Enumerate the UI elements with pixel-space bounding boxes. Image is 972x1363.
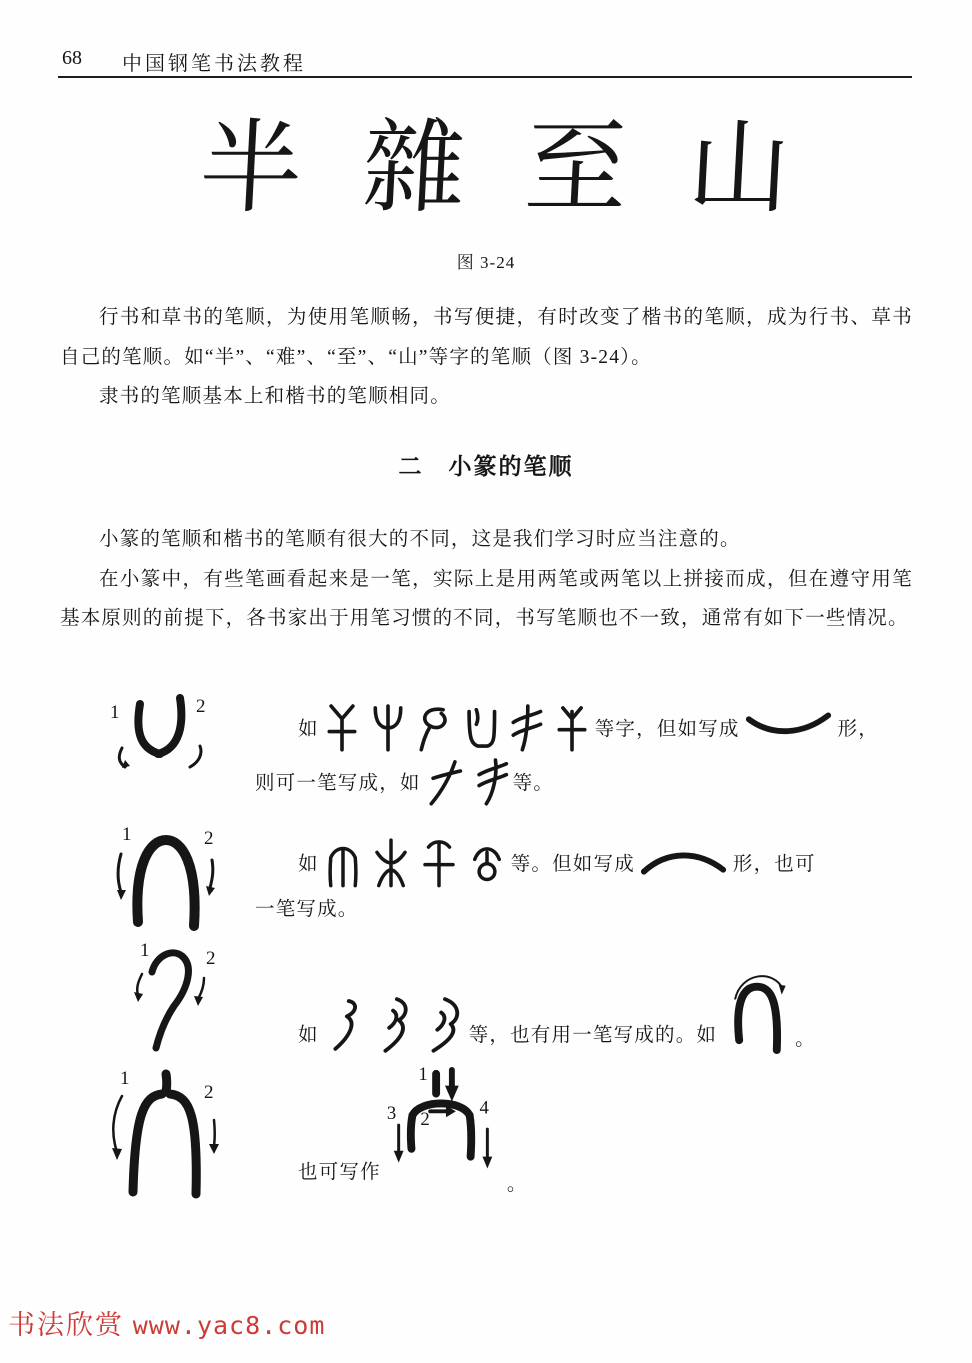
calligraphy-char-ban: 半 bbox=[197, 113, 305, 226]
concave-curve-shape bbox=[743, 711, 835, 743]
stroke-number-label: 1 bbox=[418, 1064, 429, 1085]
one-stroke-hook-result bbox=[720, 961, 792, 1055]
example-text: 如 bbox=[298, 1025, 319, 1046]
calligraphy-char-shan: 山 bbox=[685, 113, 793, 226]
seal-glyph-trident-bar bbox=[322, 699, 362, 755]
example-text: 形，也可 bbox=[732, 854, 816, 875]
paragraph-block-2 bbox=[60, 520, 913, 639]
watermark-site-name: 书法欣赏 bbox=[8, 1310, 124, 1340]
u-stroke-order-diagram bbox=[98, 692, 216, 784]
example-text: 一笔写成。 bbox=[255, 899, 359, 920]
example-row-4-line bbox=[298, 1062, 528, 1202]
seal-glyph-curl-2 bbox=[372, 993, 416, 1055]
seal-glyph-arch-legs bbox=[322, 833, 364, 891]
example-row-1-line-1 bbox=[298, 698, 879, 756]
stroke-number-label: 2 bbox=[420, 1109, 431, 1131]
arch-stroke-order-diagram bbox=[108, 822, 226, 932]
seal-glyph-branch bbox=[506, 699, 546, 755]
seal-glyph-arch-circle bbox=[466, 833, 508, 891]
seal-glyph-tree bbox=[370, 833, 412, 891]
stroke-number-label: 1 bbox=[110, 702, 120, 723]
page-number: 68 bbox=[62, 47, 82, 69]
example-text: 也可写作 bbox=[298, 1162, 381, 1183]
stem-arch-four-stroke-diagram bbox=[384, 1064, 504, 1202]
stroke-number-label: 2 bbox=[204, 1082, 214, 1103]
header-rule bbox=[58, 76, 912, 78]
arch-curve-shape bbox=[638, 846, 730, 878]
example-text: 形， bbox=[837, 719, 880, 740]
paragraph-3: 小篆的笔顺和楷书的笔顺有很大的不同，这是我们学习时应当注意的。 bbox=[99, 529, 741, 550]
paragraph-block-1 bbox=[60, 298, 913, 417]
example-text: 等字，但如写成 bbox=[594, 719, 740, 740]
example-text: 等。但如写成 bbox=[510, 854, 635, 875]
example-text: 。 bbox=[795, 1029, 816, 1050]
example-text: 等，也有用一笔写成的。如 bbox=[468, 1025, 718, 1046]
calligraphy-char-zhi: 至 bbox=[522, 113, 631, 226]
stroke-number-label: 2 bbox=[196, 696, 206, 717]
paragraph-4: 在小篆中，有些笔画看起来是一笔，实际上是用两笔或两笔以上拼接而成，但在遵守用笔基本原则的前提下，各书家出于用笔习惯的不同，书写笔顺也不一致，通常有如下一些情况。 bbox=[60, 568, 913, 629]
stroke-number-label: 2 bbox=[204, 828, 214, 849]
watermark-site-url: www.yac8.com bbox=[132, 1311, 326, 1340]
example-text: 等。 bbox=[512, 773, 555, 794]
seal-glyph-shou bbox=[470, 753, 510, 809]
stroke-number-label: 1 bbox=[120, 1068, 130, 1089]
calligraphy-char-za: 雜 bbox=[359, 113, 468, 226]
stroke-number-label: 1 bbox=[122, 824, 132, 845]
stroke-number-label: 2 bbox=[206, 948, 216, 969]
example-row-1-line-2 bbox=[255, 752, 554, 810]
example-text: 如 bbox=[298, 719, 319, 740]
stroke-number-label: 3 bbox=[386, 1103, 398, 1125]
seal-glyph-sprout bbox=[368, 699, 408, 755]
example-text: 则可一笔写成，如 bbox=[255, 773, 421, 794]
seal-glyph-open-box bbox=[460, 699, 500, 755]
example-text: 。 bbox=[506, 1174, 528, 1195]
paragraph-2: 隶书的笔顺基本上和楷书的笔顺相同。 bbox=[99, 386, 451, 407]
example-row-2-line-2 bbox=[255, 884, 359, 930]
stroke-number-label: 4 bbox=[479, 1097, 490, 1119]
paragraph-1: 行书和草书的笔顺，为使用笔顺畅，书写便捷，有时改变了楷书的笔顺，成为行书、草书自己的笔顺。如“半”、“难”、“至”、“山”等字的笔顺（图 3-24）。 bbox=[60, 307, 913, 368]
seal-glyph-arch-cross bbox=[418, 833, 460, 891]
example-row-3-line-1 bbox=[298, 965, 816, 1055]
seal-glyph-curl-1 bbox=[322, 993, 366, 1055]
section-heading: 二 小篆的笔顺 bbox=[398, 454, 574, 479]
seal-glyph-curl-3 bbox=[422, 993, 466, 1055]
example-row-2-line-1 bbox=[298, 832, 816, 892]
calligraphy-sample-row bbox=[197, 105, 793, 235]
stroke-number-label: 1 bbox=[140, 940, 150, 961]
book-title: 中国钢笔书法教程 bbox=[122, 53, 306, 75]
seal-glyph-loop bbox=[414, 699, 454, 755]
hook-stroke-order-diagram bbox=[118, 938, 226, 1060]
seal-glyph-trident-bar-2 bbox=[552, 699, 592, 755]
watermark bbox=[8, 1303, 325, 1342]
example-text: 如 bbox=[298, 854, 319, 875]
stem-arch-two-stroke-diagram bbox=[102, 1062, 234, 1202]
figure-caption: 图 3-24 bbox=[456, 253, 516, 272]
seal-glyph-cai bbox=[424, 753, 464, 809]
